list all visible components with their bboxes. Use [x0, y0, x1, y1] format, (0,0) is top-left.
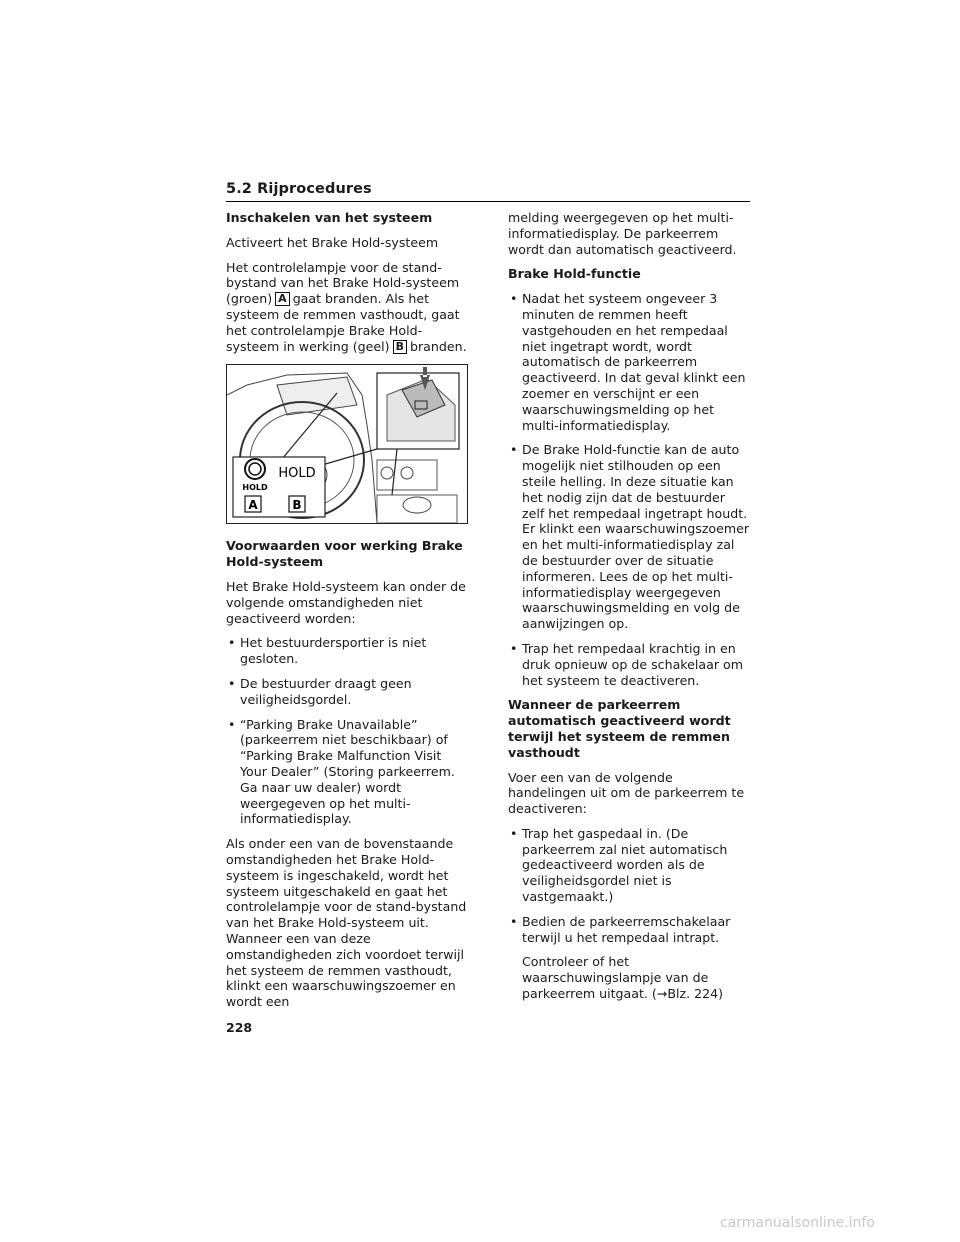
list-item: • Bedien de parkeerremschakelaar terwijl u het rempedaal intrapt.	[508, 914, 750, 946]
watermark: carmanualsonline.info	[720, 1215, 875, 1231]
function-list	[508, 291, 750, 688]
header-rule	[226, 201, 750, 202]
section-header	[226, 178, 750, 202]
label-a-badge: A	[275, 292, 290, 306]
label-b-badge: B	[393, 340, 407, 354]
list-item: • Het bestuurdersportier is niet gesloten.	[226, 635, 470, 667]
list-item: • De Brake Hold-functie kan de auto mogelijk niet stilhouden op een steile helling. In deze situatie kan het nodig zijn dat de bestuurder zelf het rempedaal ingetrapt houdt. Er klinkt een waarschuwingszoemer en het multi-informatiedisplay zal de bestuurder over de situatie informeren. Lees de op het multi-informatiedisplay weergegeven waarschuwingsmelding en volg de aanwijzingen op.	[508, 442, 750, 632]
left-column	[226, 210, 470, 1019]
hold-text-label: HOLD	[278, 466, 316, 482]
list-item: • “Parking Brake Unavailable” (parkeerrem niet beschikbaar) of “Parking Brake Malfunction Visit Your Dealer” (Storing parkeerrem. Ga naar uw dealer) wordt weergegeven op het multi-informatiedisplay.	[226, 717, 470, 828]
dashboard-illustration	[226, 364, 468, 524]
right-column	[508, 210, 750, 1011]
list-item: • Trap het rempedaal krachtig in en druk opnieuw op de schakelaar om het systeem te deactiveren.	[508, 641, 750, 688]
heading-brake-hold-function: Brake Hold-functie	[508, 266, 641, 282]
list-item: • Trap het gaspedaal in. (De parkeerrem zal niet automatisch gedeactiveerd worden als de veiligheidsgordel niet is vastgemaakt.)	[508, 826, 750, 905]
paragraph-indicator: Het controlelampje voor de stand-bystand van het Brake Hold-systeem (groen) A gaat branden. Als het systeem de remmen vasthoudt, gaat het controlelampje Brake Hold-systeem in werking (geel) B branden.	[226, 259, 467, 354]
list-item: • Nadat het systeem ongeveer 3 minuten de remmen heeft vastgehouden en het rempedaal niet ingetrapt wordt, wordt automatisch de parkeerrem geactiveerd. In dat geval klinkt een zoemer en verschijnt er een waarschuwingsmelding op het multi-informatiedisplay.	[508, 291, 750, 433]
hold-icon-label: HOLD	[242, 483, 268, 493]
list-item: • De bestuurder draagt geen veiligheidsgordel.	[226, 676, 470, 708]
instrument-display-shape	[277, 377, 357, 415]
page-number: 228	[226, 1020, 253, 1035]
figure-label-b: B	[292, 498, 302, 513]
paragraph-check-warning: Controleer of het waarschuwingslampje van de parkeerrem uitgaat. (→Blz. 224)	[522, 954, 724, 1002]
section-title: 5.2 Rijprocedures	[226, 181, 372, 197]
heading-parking-brake-auto: Wanneer de parkeerrem automatisch geactiveerd wordt terwijl het systeem de remmen vasthoudt	[508, 697, 731, 760]
paragraph-conditions-intro: Het Brake Hold-systeem kan onder de volgende omstandigheden niet geactiveerd worden:	[226, 578, 466, 626]
dashboard-drawing	[227, 365, 467, 523]
paragraph-deactivation: Als onder een van de bovenstaande omstandigheden het Brake Hold-systeem is ingeschakeld, wordt het systeem uitgeschakeld en gaat het controlelampje voor de stand-bystand van het Brake Hold-systeem uit. Wanneer een van deze omstandigheden zich voordoet terwijl het systeem de remmen vasthoudt, klinkt een waarschuwingszoemer en wordt een	[226, 836, 467, 1010]
paragraph-continued: melding weergegeven op het multi-informatiedisplay. De parkeerrem wordt dan automatisch geactiveerd.	[508, 210, 737, 257]
figure-label-a: A	[248, 498, 258, 513]
deactivate-list	[508, 826, 750, 946]
heading-conditions: Voorwaarden voor werking Brake Hold-systeem	[226, 538, 463, 570]
heading-enable-system: Inschakelen van het systeem	[226, 210, 433, 225]
paragraph-activates: Activeert het Brake Hold-systeem	[226, 234, 439, 250]
conditions-list	[226, 635, 470, 827]
paragraph-deactivate-intro: Voer een van de volgende handelingen uit om de parkeerrem te deactiveren:	[508, 769, 745, 817]
